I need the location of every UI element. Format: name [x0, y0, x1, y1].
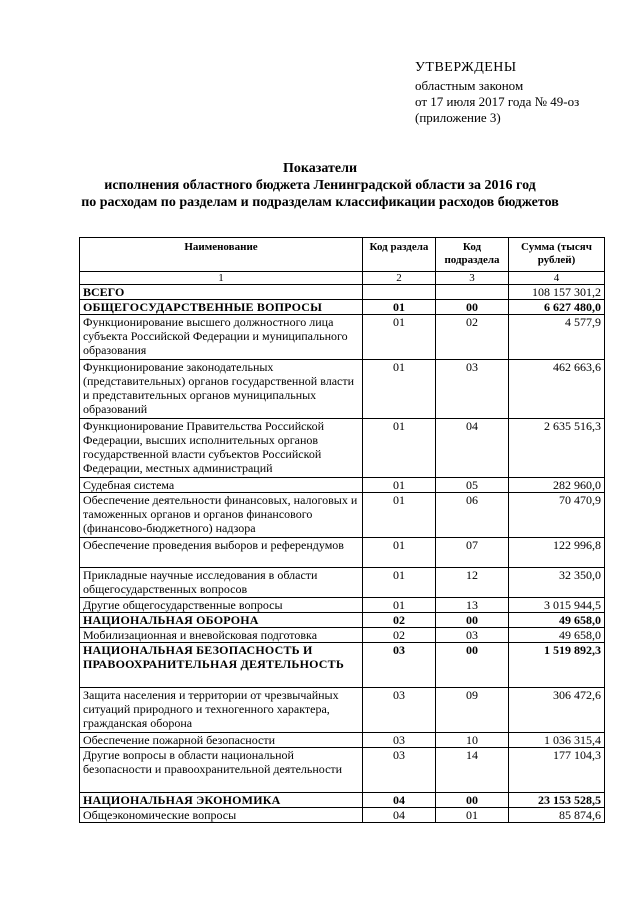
column-number: 3 — [436, 272, 509, 285]
cell-sum: 177 104,3 — [509, 748, 605, 793]
table-row — [80, 568, 605, 598]
cell-sum: 122 996,8 — [509, 538, 605, 568]
cell-subsection: 07 — [436, 538, 509, 568]
cell-section: 01 — [363, 360, 436, 419]
cell-section: 01 — [363, 568, 436, 598]
cell-subsection: 01 — [436, 808, 509, 823]
cell-subsection: 03 — [436, 628, 509, 643]
cell-subsection: 06 — [436, 493, 509, 538]
cell-section: 01 — [363, 538, 436, 568]
cell-sum: 282 960,0 — [509, 478, 605, 493]
cell-sum: 49 658,0 — [509, 628, 605, 643]
cell-name: Другие общегосударственные вопросы — [80, 598, 363, 613]
table-row — [80, 793, 605, 808]
cell-subsection: 00 — [436, 300, 509, 315]
cell-name: Функционирование законодательных (представительных) органов государственной власти и представительных органов муниципальных образований — [80, 360, 363, 419]
cell-name: НАЦИОНАЛЬНАЯ ОБОРОНА — [80, 613, 363, 628]
cell-sum: 108 157 301,2 — [509, 285, 605, 300]
cell-section: 01 — [363, 315, 436, 360]
cell-subsection: 00 — [436, 793, 509, 808]
column-numbers-row — [80, 272, 605, 285]
cell-section: 01 — [363, 493, 436, 538]
approval-heading: УТВЕРЖДЕНЫ — [415, 60, 517, 75]
cell-section: 03 — [363, 688, 436, 733]
cell-sum: 85 874,6 — [509, 808, 605, 823]
cell-name: Функционирование высшего должностного лица субъекта Российской Федерации и муниципального образования — [80, 315, 363, 360]
cell-subsection: 00 — [436, 613, 509, 628]
cell-sum: 6 627 480,0 — [509, 300, 605, 315]
cell-name: Общеэкономические вопросы — [80, 808, 363, 823]
cell-sum: 2 635 516,3 — [509, 419, 605, 478]
header-subsection: Код подраздела — [436, 238, 509, 272]
cell-name: Обеспечение деятельности финансовых, налоговых и таможенных органов и органов финансового (финансово-бюджетного) надзора — [80, 493, 363, 538]
cell-subsection: 09 — [436, 688, 509, 733]
cell-section: 01 — [363, 478, 436, 493]
cell-sum: 23 153 528,5 — [509, 793, 605, 808]
column-number: 2 — [363, 272, 436, 285]
table-row — [80, 643, 605, 688]
cell-name: ОБЩЕГОСУДАРСТВЕННЫЕ ВОПРОСЫ — [80, 300, 363, 315]
table-row — [80, 360, 605, 419]
table-row — [80, 613, 605, 628]
cell-sum: 3 015 944,5 — [509, 598, 605, 613]
cell-sum: 462 663,6 — [509, 360, 605, 419]
approval-line-2: от 17 июля 2017 года № 49-оз — [415, 94, 580, 109]
cell-subsection: 05 — [436, 478, 509, 493]
table-row — [80, 285, 605, 300]
document-title — [0, 160, 640, 211]
cell-name: Обеспечение пожарной безопасности — [80, 733, 363, 748]
cell-subsection: 13 — [436, 598, 509, 613]
cell-sum: 49 658,0 — [509, 613, 605, 628]
cell-sum: 1 519 892,3 — [509, 643, 605, 688]
table-row — [80, 493, 605, 538]
approval-line-3: (приложение 3) — [415, 110, 501, 125]
table-row — [80, 419, 605, 478]
cell-name: Другие вопросы в области национальной безопасности и правоохранительной деятельности — [80, 748, 363, 793]
table-row — [80, 478, 605, 493]
cell-subsection: 03 — [436, 360, 509, 419]
budget-table — [79, 237, 605, 823]
cell-section: 04 — [363, 808, 436, 823]
table-row — [80, 538, 605, 568]
cell-subsection: 02 — [436, 315, 509, 360]
cell-section: 03 — [363, 733, 436, 748]
table-row — [80, 733, 605, 748]
cell-section: 03 — [363, 748, 436, 793]
title-line-3: по расходам по разделам и подразделам классификации расходов бюджетов — [81, 195, 559, 210]
cell-name: Мобилизационная и вневойсковая подготовка — [80, 628, 363, 643]
cell-name: Защита населения и территории от чрезвычайных ситуаций природного и техногенного характера, гражданская оборона — [80, 688, 363, 733]
cell-sum: 70 470,9 — [509, 493, 605, 538]
cell-section: 01 — [363, 419, 436, 478]
cell-name: ВСЕГО — [80, 285, 363, 300]
table-header-row — [80, 238, 605, 272]
table-row — [80, 748, 605, 793]
table-row — [80, 300, 605, 315]
cell-section: 01 — [363, 300, 436, 315]
cell-subsection: 00 — [436, 643, 509, 688]
column-number: 1 — [80, 272, 363, 285]
cell-name: Функционирование Правительства Российской Федерации, высших исполнительных органов государственной власти субъектов Российской Федерации, местных администраций — [80, 419, 363, 478]
header-name: Наименование — [80, 238, 363, 272]
cell-section: 03 — [363, 643, 436, 688]
table-row — [80, 315, 605, 360]
cell-subsection: 12 — [436, 568, 509, 598]
header-section: Код раздела — [363, 238, 436, 272]
title-line-1: Показатели — [282, 161, 358, 176]
cell-name: НАЦИОНАЛЬНАЯ БЕЗОПАСНОСТЬ И ПРАВООХРАНИТЕЛЬНАЯ ДЕЯТЕЛЬНОСТЬ — [80, 643, 363, 688]
cell-sum: 32 350,0 — [509, 568, 605, 598]
cell-sum: 306 472,6 — [509, 688, 605, 733]
cell-subsection: 10 — [436, 733, 509, 748]
cell-name: Обеспечение проведения выборов и референдумов — [80, 538, 363, 568]
cell-section: 02 — [363, 613, 436, 628]
cell-section: 02 — [363, 628, 436, 643]
table-row — [80, 688, 605, 733]
cell-name: Прикладные научные исследования в области общегосударственных вопросов — [80, 568, 363, 598]
table-row — [80, 808, 605, 823]
cell-sum: 1 036 315,4 — [509, 733, 605, 748]
column-number: 4 — [509, 272, 605, 285]
cell-name: Судебная система — [80, 478, 363, 493]
title-line-2: исполнения областного бюджета Ленинградской области за 2016 год — [104, 178, 536, 193]
cell-section: 01 — [363, 598, 436, 613]
approval-stamp — [415, 60, 579, 126]
cell-sum: 4 577,9 — [509, 315, 605, 360]
cell-subsection: 14 — [436, 748, 509, 793]
header-sum: Сумма (тысяч рублей) — [509, 238, 605, 272]
cell-subsection — [436, 285, 509, 300]
cell-section: 04 — [363, 793, 436, 808]
table-row — [80, 598, 605, 613]
approval-line-1: областным законом — [415, 78, 524, 93]
table-row — [80, 628, 605, 643]
cell-subsection: 04 — [436, 419, 509, 478]
cell-name: НАЦИОНАЛЬНАЯ ЭКОНОМИКА — [80, 793, 363, 808]
cell-section — [363, 285, 436, 300]
